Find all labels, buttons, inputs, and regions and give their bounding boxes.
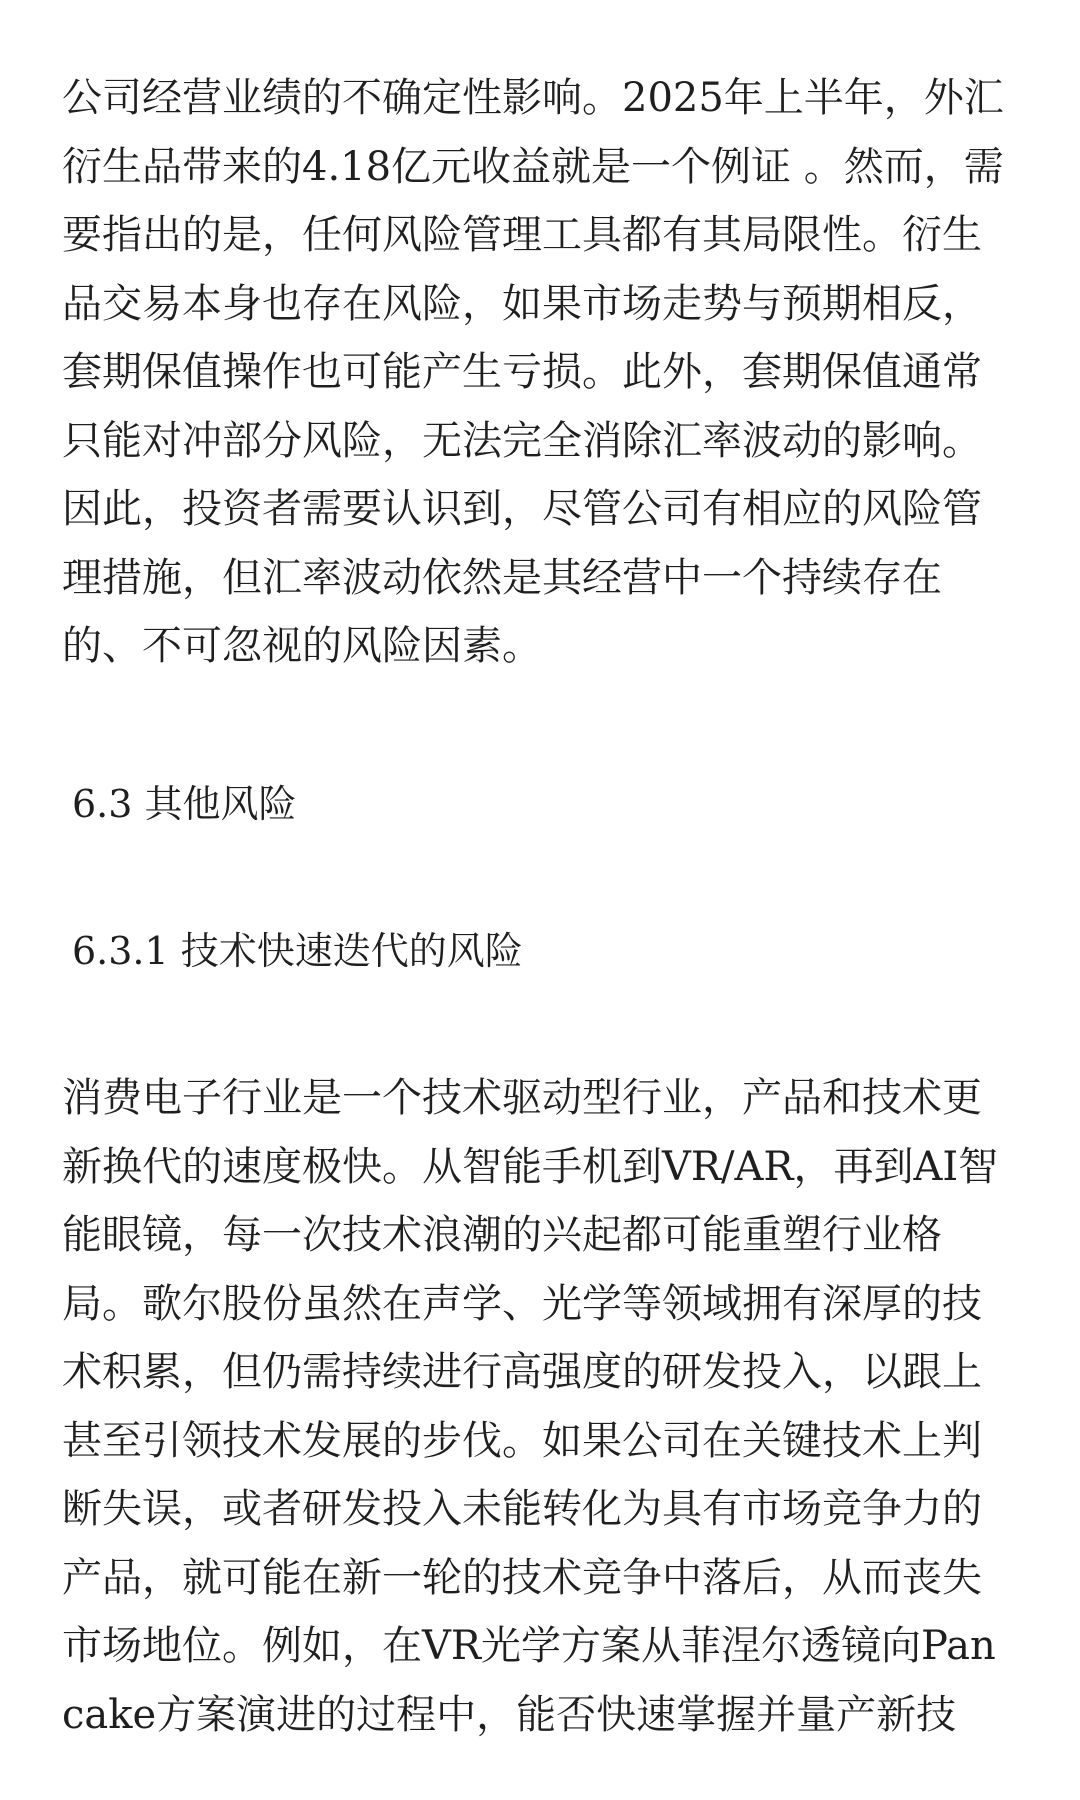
paragraph-line: 只能对冲部分风险，无法完全消除汇率波动的影响。 [62, 417, 982, 464]
paragraph-line: 局。歌尔股份虽然在声学、光学等领域拥有深厚的技 [62, 1280, 982, 1327]
paragraph-line: cake方案演进的过程中，能否快速掌握并量产新技 [62, 1691, 957, 1738]
paragraph-line: 因此，投资者需要认识到，尽管公司有相应的风险管 [62, 486, 982, 532]
paragraph-line: 套期保值操作也可能产生亏损。此外，套期保值通常 [62, 349, 982, 395]
paragraph-line: 衍生品带来的4.18亿元收益就是一个例证 。然而，需 [62, 143, 1004, 190]
section-heading: 6.3 其他风险 [72, 782, 297, 826]
paragraph-line: 消费电子行业是一个技术驱动型行业，产品和技术更 [62, 1075, 982, 1121]
paragraph-line: 市场地位。例如，在VR光学方案从菲涅尔透镜向Pan [62, 1623, 996, 1669]
paragraph-line: 理措施，但汇率波动依然是其经营中一个持续存在 [62, 554, 942, 601]
paragraph-line: 要指出的是，任何风险管理工具都有其局限性。衍生 [62, 212, 982, 258]
paragraph-line: 产品，就可能在新一轮的技术竞争中落后，从而丧失 [62, 1554, 982, 1601]
subsection-heading: 6.3.1 技术快速迭代的风险 [72, 929, 523, 973]
paragraph [62, 1064, 998, 1749]
paragraph-line: 术积累，但仍需持续进行高强度的研发投入，以跟上 [62, 1349, 982, 1395]
paragraph-line: 断失误，或者研发投入未能转化为具有市场竞争力的 [62, 1486, 982, 1532]
paragraph [62, 64, 1004, 681]
paragraph-line: 甚至引领技术发展的步伐。如果公司在关键技术上判 [62, 1417, 982, 1464]
paragraph-line: 新换代的速度极快。从智能手机到VR/AR，再到AI智 [62, 1143, 999, 1190]
paragraph-line: 的、不可忽视的风险因素。 [62, 623, 542, 669]
paragraph-line: 品交易本身也存在风险，如果市场走势与预期相反， [62, 280, 982, 327]
paragraph-line: 能眼镜，每一次技术浪潮的兴起都可能重塑行业格 [62, 1212, 942, 1258]
paragraph-line: 公司经营业绩的不确定性影响。2025年上半年，外汇 [62, 75, 1004, 121]
